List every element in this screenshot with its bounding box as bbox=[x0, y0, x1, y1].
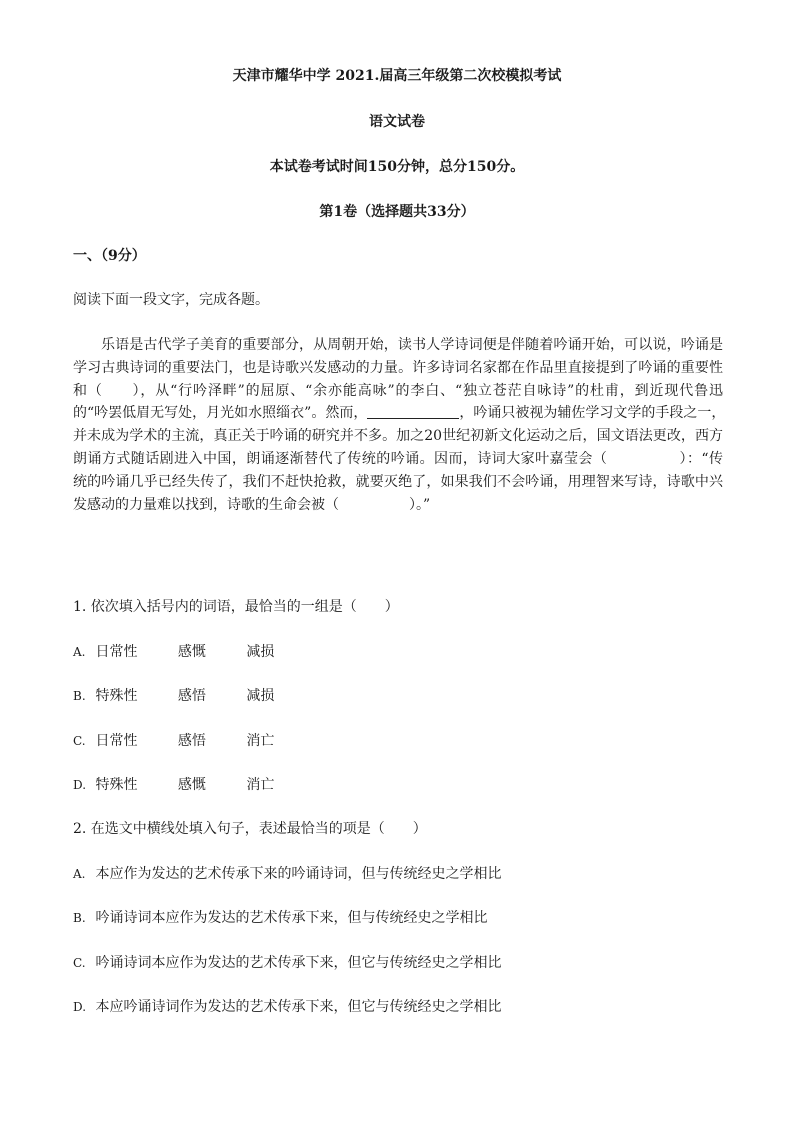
option-word: 特殊性 bbox=[95, 777, 138, 793]
option-letter: A. bbox=[73, 867, 86, 881]
subject-title: 语文试卷 bbox=[369, 114, 425, 130]
reading-instruction: 阅读下面一段文字，完成各题。 bbox=[73, 292, 269, 308]
option-text: 吟诵诗词本应作为发达的艺术传承下来，但与传统经史之学相比 bbox=[95, 910, 488, 926]
passage-line: 统的吟诵几乎已经失传了，我们不赶快抢救，就要灭绝了，如果我们不会吟诵，用理智来写诗，诗歌中兴 bbox=[73, 473, 723, 490]
option-word: 感悟 bbox=[177, 733, 206, 749]
passage-line: 并未成为学术的主流，真正关于吟诵的研究并不多。加之20世纪初新文化运动之后，国文语法更改，西方 bbox=[73, 428, 723, 445]
option-letter: C. bbox=[73, 734, 86, 748]
fill-in-blank-line bbox=[367, 404, 459, 419]
option-word: 感慨 bbox=[177, 777, 206, 793]
question-2-option bbox=[73, 908, 487, 928]
option-word: 日常性 bbox=[95, 733, 138, 749]
option-word: 消亡 bbox=[246, 733, 275, 749]
question-2-stem: 2. 在选文中横线处填入句子，表述最恰当的项是（ ） bbox=[73, 821, 427, 837]
question-1-option bbox=[73, 686, 274, 706]
option-word: 减损 bbox=[246, 644, 275, 660]
option-text: 本应作为发达的艺术传承下来的吟诵诗词，但与传统经史之学相比 bbox=[95, 866, 502, 882]
option-word: 消亡 bbox=[246, 777, 275, 793]
section-heading: 一、（9分） bbox=[73, 248, 146, 264]
question-1-option bbox=[73, 642, 274, 662]
passage-line: 发感动的力量难以找到，诗歌的生命会被（ ）。” bbox=[73, 496, 431, 513]
passage-line: 和（ ），从“行吟泽畔”的屈原、“余亦能高咏”的李白、“独立苍茫自咏诗”的杜甫，到近现代鲁迅 bbox=[73, 382, 723, 399]
option-word: 感慨 bbox=[177, 644, 206, 660]
option-letter: D. bbox=[73, 1000, 87, 1014]
question-2-option bbox=[73, 997, 501, 1017]
passage-line: 学习古典诗词的重要法门，也是诗歌兴发感动的力量。许多诗词名家都在作品里直接提到了吟诵的重要性 bbox=[73, 359, 723, 376]
option-text: 吟诵诗词本应作为发达的艺术传承下来，但它与传统经史之学相比 bbox=[95, 955, 502, 971]
question-1-option bbox=[73, 731, 274, 751]
passage-line: 朗诵方式随话剧进入中国，朗诵逐渐替代了传统的吟诵。因而，诗词大家叶嘉莹会（ ）：“传 bbox=[73, 450, 723, 467]
reading-passage bbox=[73, 334, 726, 516]
option-letter: D. bbox=[73, 778, 87, 792]
option-letter: B. bbox=[73, 911, 86, 925]
question-2-option bbox=[73, 864, 501, 884]
option-letter: B. bbox=[73, 689, 86, 703]
volume-heading: 第1卷（选择题共33分） bbox=[319, 204, 475, 220]
passage-line-with-blank bbox=[73, 402, 726, 425]
option-word: 特殊性 bbox=[95, 688, 138, 704]
option-word: 感悟 bbox=[177, 688, 206, 704]
question-2-option bbox=[73, 953, 501, 973]
option-letter: C. bbox=[73, 956, 86, 970]
question-1-option bbox=[73, 775, 274, 795]
passage-line: 乐语是古代学子美育的重要部分，从周朝开始，读书人学诗词便是伴随着吟诵开始，可以说，吟诵是 bbox=[101, 337, 723, 353]
option-letter: A. bbox=[73, 645, 86, 659]
exam-info: 本试卷考试时间150分钟，总分150分。 bbox=[269, 159, 525, 175]
exam-title: 天津市耀华中学 2021.届高三年级第二次校模拟考试 bbox=[232, 68, 562, 84]
option-word: 减损 bbox=[246, 688, 275, 704]
option-word: 日常性 bbox=[95, 644, 138, 660]
option-text: 本应吟诵诗词作为发达的艺术传承下来，但它与传统经史之学相比 bbox=[95, 999, 502, 1015]
passage-segment: ，吟诵只被视为辅佐学习文学的手段之一， bbox=[459, 405, 726, 422]
question-1-stem: 1. 依次填入括号内的词语，最恰当的一组是（ ） bbox=[73, 599, 399, 615]
passage-segment: 的“吟罢低眉无写处，月光如水照缁衣”。然而， bbox=[73, 405, 368, 422]
